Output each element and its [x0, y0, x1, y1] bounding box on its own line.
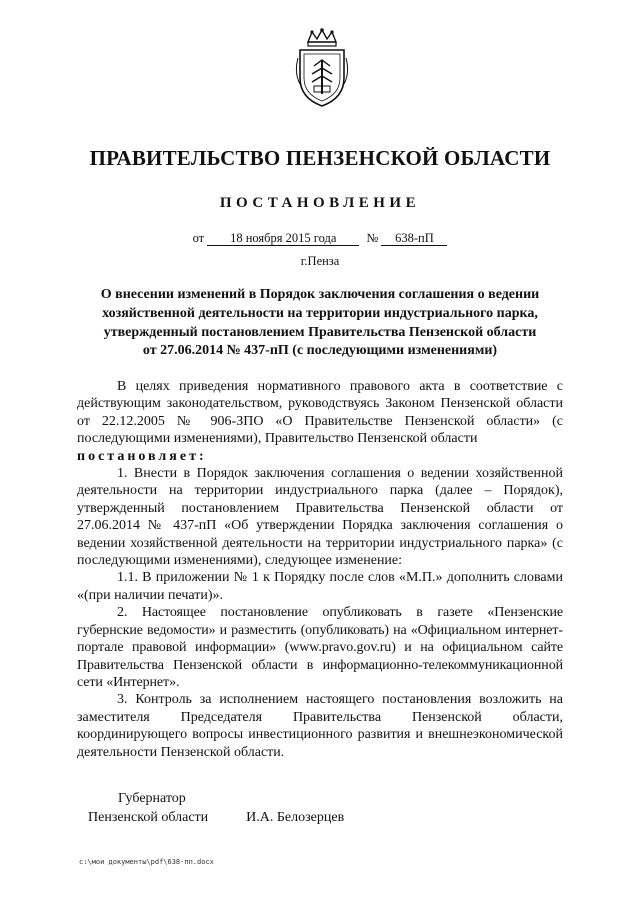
city: г.Пенза [300, 254, 340, 268]
date-number-line [0, 231, 640, 246]
document-number: 638-пП [381, 231, 447, 246]
title-line: утвержденный постановлением Правительства Пензенской области [103, 324, 537, 340]
title-line: хозяйственной деятельности на территории индустриального парка, [102, 305, 538, 321]
title-line: О внесении изменений в Порядок заключения соглашения о ведении [100, 287, 540, 302]
document-title [80, 286, 560, 361]
title-line: от 27.06.2014 № 437-пП (с последующими изменениями) [142, 343, 498, 359]
item-1-1-paragraph: 1.1. В приложении № 1 к Порядку после слов «М.П.» дополнить словами «(при наличии печати)». [77, 570, 563, 603]
document-type: ПОСТАНОВЛЕНИЕ [219, 195, 421, 211]
signer-position-line1: Губернатор [118, 791, 186, 806]
preamble-paragraph: В целях приведения нормативного правового акта в соответствие с действующим законодательством, руководствуясь Законом Пензенской области от 22.12.2005 № 906-ЗПО «О Правительстве Пензенской области» (с последующими изменениями), Правительство Пензенской области [77, 379, 563, 447]
item-1-paragraph: 1. Внести в Порядок заключения соглашения о ведении хозяйственной деятельности на территории индустриального парка (далее – Порядок), утвержденный постановлением Правительства Пензенской области от 27.06.2014 № 437-пП «Об утверждении Порядка заключения соглашения о ведении хозяйственной деятельности на территории индустриального парка» (с последующими изменениями), следующее изменение: [77, 466, 563, 569]
item-2-paragraph: 2. Настоящее постановление опубликовать в газете «Пензенские губернские ведомости» и разместить (опубликовать) на «Официальном интернет-портале правовой информации» (www.pravo.gov.ru) и на официальном сайте Правительства Пензенской области в информационно-телекоммуникационной сети «Интернет». [77, 605, 563, 690]
file-path-footer: c:\мои документы\pdf\638-пп.docx [79, 858, 214, 866]
signer-name: И.А. Белозерцев [246, 810, 345, 825]
document-body [77, 378, 563, 761]
signature-block [88, 789, 344, 827]
decree-word: постановляет: [77, 448, 207, 464]
item-3-paragraph: 3. Контроль за исполнением настоящего постановления возложить на заместителя Председателя Правительства Пензенской области, координирующего вопросы инвестиционного развития и внешнеэкономической деятельности Пензенской области. [77, 692, 563, 760]
decree-word-line [77, 448, 563, 465]
signer-region: Пензенской области [88, 810, 209, 825]
coat-of-arms-emblem [294, 28, 350, 108]
number-prefix: № [366, 231, 379, 245]
organization-name: ПРАВИТЕЛЬСТВО ПЕНЗЕНСКОЙ ОБЛАСТИ [89, 146, 551, 170]
document-date: 18 ноября 2015 года [207, 231, 359, 246]
date-prefix: от [192, 231, 205, 245]
signer-position-line2 [88, 808, 344, 827]
